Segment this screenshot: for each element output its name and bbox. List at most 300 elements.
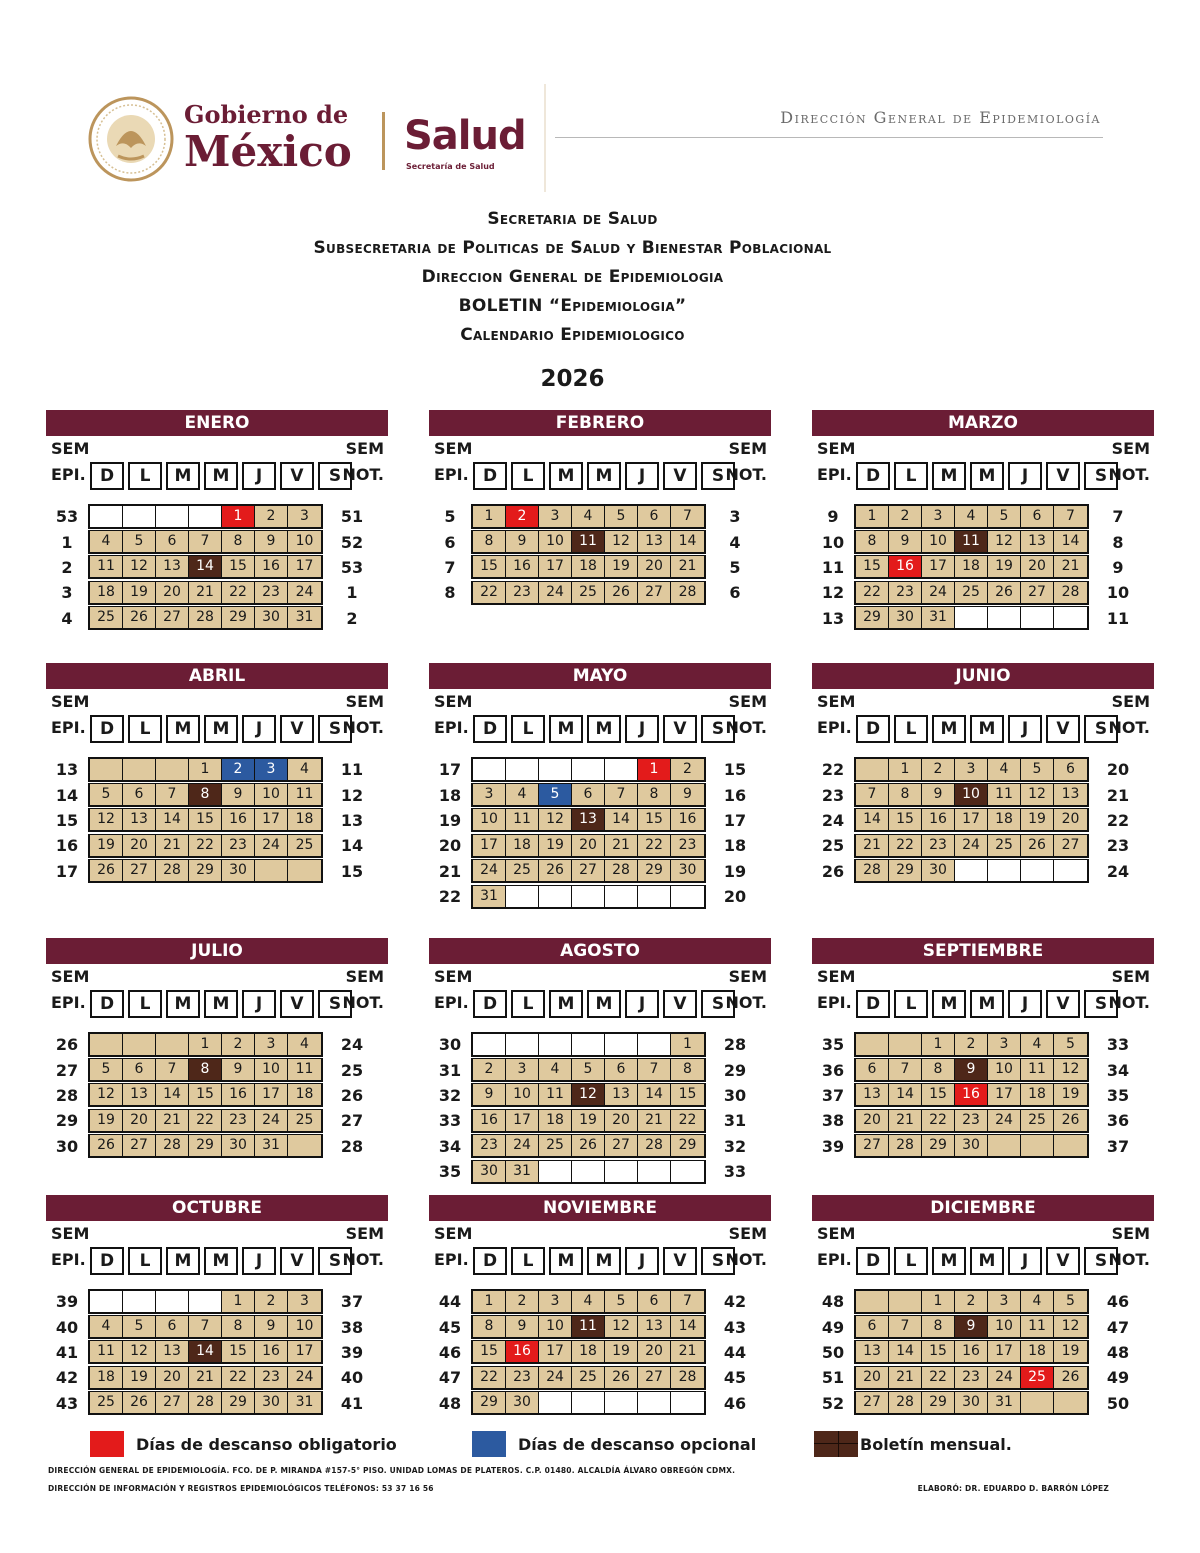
day-cell: 22	[222, 1367, 255, 1388]
day-cell: 4	[1021, 1034, 1054, 1055]
day-cell: 26	[90, 860, 123, 881]
day-cell	[572, 886, 605, 907]
day-cell: 17	[988, 1341, 1021, 1362]
day-cell: 14	[189, 556, 222, 577]
month-septiembre	[812, 938, 1154, 1159]
not-week-number: 42	[723, 1292, 747, 1312]
day-cell: 20	[1021, 556, 1054, 577]
day-cell	[288, 1135, 321, 1156]
not-week-number: 15	[340, 861, 364, 881]
epi-week-number: 24	[821, 810, 845, 830]
sem-label-left: SEM	[434, 439, 473, 458]
title-line-2: Subsecretaria de Politicas de Salud y Bienestar Poblacional	[313, 238, 832, 258]
day-cell	[1054, 1135, 1087, 1156]
day-cell: 29	[922, 1392, 955, 1413]
epi-week-number: 44	[438, 1292, 462, 1312]
day-cell: 16	[922, 809, 955, 830]
day-cell: 21	[156, 835, 189, 856]
day-cell: 1	[222, 506, 255, 527]
epi-week-number: 17	[55, 861, 79, 881]
footer-phone: DIRECCIÓN DE INFORMACIÓN Y REGISTROS EPIDEMIOLÓGICOS TELÉFONOS: 53 37 16 56	[48, 1484, 434, 1493]
day-cell: 12	[572, 1084, 605, 1105]
day-cell: 5	[123, 1316, 156, 1337]
day-cell: 24	[255, 835, 288, 856]
week-grid	[471, 1366, 706, 1390]
day-cell: 9	[922, 784, 955, 805]
epi-week-number: 14	[55, 785, 79, 805]
day-cell	[605, 759, 638, 780]
day-cell: 12	[123, 1341, 156, 1362]
weekday-j: J	[625, 1247, 659, 1275]
day-cell: 19	[605, 1341, 638, 1362]
month-weeks	[429, 1032, 771, 1184]
day-cell: 22	[922, 1110, 955, 1131]
day-cell: 5	[1021, 759, 1054, 780]
day-cell: 22	[638, 835, 671, 856]
day-cell: 7	[605, 784, 638, 805]
day-cell: 6	[1021, 506, 1054, 527]
day-cell: 26	[123, 1392, 156, 1413]
day-cell: 10	[988, 1316, 1021, 1337]
day-cell	[1054, 607, 1087, 628]
weekday-headers	[473, 462, 735, 490]
weekday-d: D	[90, 990, 124, 1018]
day-cell: 30	[506, 1392, 539, 1413]
day-cell	[671, 1392, 704, 1413]
sem-label-right: SEM	[728, 967, 767, 986]
weekday-m: M	[166, 1247, 200, 1275]
day-cell: 19	[123, 582, 156, 603]
day-cell: 6	[856, 1316, 889, 1337]
week-grid	[471, 1391, 706, 1415]
epi-week-number: 42	[55, 1368, 79, 1388]
epi-week-number: 52	[821, 1393, 845, 1413]
day-cell: 20	[1054, 809, 1087, 830]
month-weeks	[812, 757, 1154, 884]
day-cell: 19	[1054, 1084, 1087, 1105]
epi-week-number: 18	[438, 785, 462, 805]
weekday-m: M	[587, 715, 621, 743]
blue-swatch	[472, 1431, 506, 1457]
day-cell: 11	[506, 809, 539, 830]
week-grid	[471, 555, 706, 579]
weekday-l: L	[511, 715, 545, 743]
day-cell: 12	[123, 556, 156, 577]
day-cell: 1	[889, 759, 922, 780]
week-row	[812, 1032, 1154, 1057]
not-week-number: 3	[729, 507, 741, 527]
day-cell: 29	[889, 860, 922, 881]
day-cell: 4	[90, 531, 123, 552]
not-week-number: 37	[1106, 1136, 1130, 1156]
not-week-number: 17	[723, 810, 747, 830]
epi-week-number: 46	[438, 1342, 462, 1362]
day-cell: 18	[1021, 1084, 1054, 1105]
weekday-v: V	[663, 1247, 697, 1275]
week-row	[429, 1134, 771, 1159]
week-row	[46, 529, 388, 554]
weekday-l: L	[511, 990, 545, 1018]
day-cell: 16	[506, 556, 539, 577]
day-cell: 29	[638, 860, 671, 881]
not-week-number: 14	[340, 836, 364, 856]
epi-week-number: 25	[821, 836, 845, 856]
week-row	[429, 504, 771, 529]
logo-divider	[382, 112, 385, 170]
day-cell: 16	[222, 809, 255, 830]
day-cell: 27	[123, 1135, 156, 1156]
day-cell: 8	[189, 784, 222, 805]
document-titles	[0, 205, 1145, 350]
week-row	[46, 833, 388, 858]
day-cell: 1	[671, 1034, 704, 1055]
week-grid	[854, 808, 1089, 832]
epi-label: EPI.	[817, 718, 852, 737]
not-week-number: 28	[340, 1136, 364, 1156]
not-label: NOT.	[1108, 465, 1150, 484]
day-cell: 15	[922, 1084, 955, 1105]
week-grid	[854, 757, 1089, 782]
day-cell: 29	[222, 607, 255, 628]
day-cell: 7	[156, 1059, 189, 1080]
day-cell: 24	[988, 1367, 1021, 1388]
weekday-d: D	[856, 715, 890, 743]
sem-label-left: SEM	[817, 967, 856, 986]
day-cell: 4	[572, 1291, 605, 1312]
week-grid	[471, 1109, 706, 1133]
not-week-number: 18	[723, 836, 747, 856]
week-grid	[88, 530, 323, 554]
day-cell: 17	[473, 835, 506, 856]
weekday-v: V	[1046, 990, 1080, 1018]
day-cell: 25	[572, 582, 605, 603]
week-grid	[471, 504, 706, 529]
day-cell: 4	[539, 1059, 572, 1080]
day-cell: 10	[255, 1059, 288, 1080]
day-cell: 2	[671, 759, 704, 780]
epi-week-number: 2	[61, 557, 73, 577]
legend-red-label: Días de descanso obligatorio	[136, 1434, 397, 1454]
not-week-number: 25	[340, 1060, 364, 1080]
week-grid	[88, 1109, 323, 1133]
month-header	[429, 436, 771, 500]
day-cell: 5	[90, 1059, 123, 1080]
day-cell: 23	[955, 1367, 988, 1388]
epi-label: EPI.	[434, 993, 469, 1012]
day-cell: 15	[189, 1084, 222, 1105]
legend-obligatorio	[90, 1431, 397, 1457]
weekday-j: J	[1008, 990, 1042, 1018]
month-junio	[812, 663, 1154, 884]
day-cell: 26	[572, 1135, 605, 1156]
epi-week-number: 3	[61, 583, 73, 603]
day-cell: 8	[671, 1059, 704, 1080]
day-cell	[90, 759, 123, 780]
day-cell: 16	[506, 1341, 539, 1362]
week-grid	[471, 1032, 706, 1057]
day-cell: 5	[1054, 1291, 1087, 1312]
day-cell: 9	[955, 1316, 988, 1337]
sem-label-right: SEM	[1111, 967, 1150, 986]
day-cell: 2	[506, 506, 539, 527]
weekday-m: M	[204, 1247, 238, 1275]
day-cell: 28	[156, 1135, 189, 1156]
day-cell: 1	[189, 1034, 222, 1055]
sem-label-left: SEM	[434, 692, 473, 711]
week-row	[46, 1134, 388, 1159]
day-cell: 9	[506, 531, 539, 552]
day-cell: 27	[638, 582, 671, 603]
day-cell: 12	[605, 531, 638, 552]
day-cell: 20	[638, 1341, 671, 1362]
week-row	[429, 884, 771, 909]
day-cell: 21	[889, 1110, 922, 1131]
day-cell	[955, 860, 988, 881]
not-week-number: 32	[723, 1136, 747, 1156]
day-cell	[506, 759, 539, 780]
day-cell: 22	[473, 1367, 506, 1388]
month-title: SEPTIEMBRE	[812, 938, 1154, 964]
day-cell: 20	[856, 1110, 889, 1131]
weekday-headers	[856, 462, 1118, 490]
day-cell	[572, 1392, 605, 1413]
day-cell: 21	[671, 1341, 704, 1362]
day-cell: 28	[1054, 582, 1087, 603]
month-weeks	[429, 757, 771, 909]
day-cell: 4	[988, 759, 1021, 780]
day-cell: 2	[955, 1291, 988, 1312]
weekday-headers	[856, 715, 1118, 743]
weekday-m: M	[587, 462, 621, 490]
day-cell: 29	[473, 1392, 506, 1413]
not-week-number: 6	[729, 583, 741, 603]
day-cell: 22	[671, 1110, 704, 1131]
weekday-d: D	[90, 462, 124, 490]
day-cell	[856, 1034, 889, 1055]
day-cell: 27	[856, 1135, 889, 1156]
week-row	[812, 782, 1154, 807]
day-cell	[539, 1034, 572, 1055]
day-cell: 31	[255, 1135, 288, 1156]
day-cell: 1	[473, 1291, 506, 1312]
day-cell: 21	[156, 1110, 189, 1131]
day-cell: 10	[988, 1059, 1021, 1080]
month-weeks	[429, 504, 771, 606]
weekday-m: M	[932, 462, 966, 490]
not-label: NOT.	[342, 718, 384, 737]
sem-label-right: SEM	[345, 967, 384, 986]
day-cell	[539, 759, 572, 780]
day-cell: 3	[955, 759, 988, 780]
epi-label: EPI.	[434, 718, 469, 737]
day-cell: 26	[123, 607, 156, 628]
epi-week-number: 51	[821, 1368, 845, 1388]
day-cell	[605, 1034, 638, 1055]
week-row	[46, 1083, 388, 1108]
day-cell: 30	[255, 1392, 288, 1413]
day-cell: 16	[222, 1084, 255, 1105]
not-label: NOT.	[1108, 993, 1150, 1012]
day-cell: 25	[506, 860, 539, 881]
day-cell: 14	[889, 1341, 922, 1362]
month-mayo	[429, 663, 771, 909]
day-cell: 21	[189, 582, 222, 603]
sem-label-right: SEM	[345, 439, 384, 458]
weekday-headers	[90, 1247, 352, 1275]
week-grid	[854, 1315, 1089, 1339]
day-cell: 10	[288, 531, 321, 552]
day-cell: 13	[156, 1341, 189, 1362]
weekday-s: S	[701, 462, 735, 490]
day-cell: 17	[539, 1341, 572, 1362]
not-week-number: 43	[723, 1317, 747, 1337]
day-cell: 8	[473, 1316, 506, 1337]
epi-week-number: 9	[827, 507, 839, 527]
weekday-j: J	[625, 990, 659, 1018]
not-week-number: 46	[723, 1393, 747, 1413]
weekday-m: M	[204, 715, 238, 743]
month-julio	[46, 938, 388, 1159]
day-cell: 6	[1054, 759, 1087, 780]
mexico-coat-of-arms-logo	[88, 96, 174, 182]
week-grid	[471, 1340, 706, 1364]
day-cell: 23	[255, 1367, 288, 1388]
month-weeks	[429, 1289, 771, 1416]
day-cell: 9	[889, 531, 922, 552]
week-row	[429, 782, 771, 807]
week-row	[812, 1057, 1154, 1082]
weekday-d: D	[90, 715, 124, 743]
epi-week-number: 8	[444, 583, 456, 603]
day-cell: 5	[1054, 1034, 1087, 1055]
day-cell: 21	[889, 1367, 922, 1388]
day-cell: 21	[856, 835, 889, 856]
weekday-d: D	[473, 462, 507, 490]
weekday-l: L	[894, 1247, 928, 1275]
day-cell: 19	[1054, 1341, 1087, 1362]
weekday-s: S	[701, 990, 735, 1018]
day-cell: 15	[473, 556, 506, 577]
day-cell: 13	[572, 809, 605, 830]
day-cell: 7	[638, 1059, 671, 1080]
day-cell: 24	[539, 582, 572, 603]
day-cell: 5	[123, 531, 156, 552]
weekday-m: M	[549, 990, 583, 1018]
week-row	[46, 555, 388, 580]
day-cell: 20	[123, 1110, 156, 1131]
weekday-m: M	[970, 715, 1004, 743]
not-week-number: 37	[340, 1292, 364, 1312]
epi-week-number: 35	[821, 1035, 845, 1055]
day-cell: 3	[473, 784, 506, 805]
week-grid	[471, 1083, 706, 1107]
epi-week-number: 16	[55, 836, 79, 856]
weekday-v: V	[663, 990, 697, 1018]
not-week-number: 20	[723, 887, 747, 907]
not-week-number: 22	[1106, 810, 1130, 830]
not-week-number: 40	[340, 1368, 364, 1388]
day-cell: 2	[473, 1059, 506, 1080]
epi-label: EPI.	[51, 718, 86, 737]
day-cell: 25	[288, 835, 321, 856]
not-week-number: 16	[723, 785, 747, 805]
gob-line1: Gobierno de	[184, 100, 349, 129]
day-cell: 7	[189, 1316, 222, 1337]
epi-week-number: 47	[438, 1368, 462, 1388]
day-cell: 7	[156, 784, 189, 805]
not-week-number: 33	[723, 1162, 747, 1182]
day-cell: 2	[889, 506, 922, 527]
day-cell: 24	[922, 582, 955, 603]
month-header	[812, 436, 1154, 500]
day-cell: 15	[222, 1341, 255, 1362]
month-enero	[46, 410, 388, 631]
week-grid	[854, 1366, 1089, 1390]
day-cell: 22	[189, 1110, 222, 1131]
weekday-s: S	[318, 990, 352, 1018]
epi-label: EPI.	[434, 1250, 469, 1269]
week-row	[812, 1365, 1154, 1390]
title-line-1: Secretaria de Salud	[487, 209, 658, 229]
week-grid	[471, 530, 706, 554]
day-cell	[638, 1392, 671, 1413]
day-cell: 22	[473, 582, 506, 603]
week-row	[46, 1108, 388, 1133]
weekday-d: D	[856, 462, 890, 490]
day-cell: 6	[123, 1059, 156, 1080]
weekday-l: L	[894, 990, 928, 1018]
day-cell: 22	[889, 835, 922, 856]
legend-blue-label: Días de descanso opcional	[518, 1434, 757, 1454]
day-cell	[1021, 1392, 1054, 1413]
week-grid	[854, 1289, 1089, 1314]
day-cell: 2	[222, 1034, 255, 1055]
epi-label: EPI.	[51, 1250, 86, 1269]
month-febrero	[429, 410, 771, 606]
not-week-number: 13	[340, 810, 364, 830]
day-cell: 11	[288, 1059, 321, 1080]
day-cell: 20	[638, 556, 671, 577]
weekday-headers	[856, 1247, 1118, 1275]
day-cell: 8	[856, 531, 889, 552]
day-cell: 27	[1054, 835, 1087, 856]
day-cell: 18	[539, 1110, 572, 1131]
day-cell: 3	[288, 506, 321, 527]
day-cell: 14	[671, 1316, 704, 1337]
sem-label-left: SEM	[434, 1224, 473, 1243]
day-cell: 20	[856, 1367, 889, 1388]
day-cell: 20	[156, 1367, 189, 1388]
not-label: NOT.	[342, 1250, 384, 1269]
day-cell: 18	[288, 1084, 321, 1105]
weekday-m: M	[932, 990, 966, 1018]
day-cell: 26	[605, 1367, 638, 1388]
epi-week-number: 30	[438, 1035, 462, 1055]
weekday-j: J	[242, 715, 276, 743]
day-cell: 2	[222, 759, 255, 780]
week-grid	[471, 1160, 706, 1184]
week-grid	[88, 581, 323, 605]
day-cell: 7	[671, 1291, 704, 1312]
week-grid	[471, 859, 706, 883]
not-week-number: 11	[340, 760, 364, 780]
day-cell: 4	[288, 759, 321, 780]
weekday-s: S	[1084, 715, 1118, 743]
day-cell: 30	[222, 860, 255, 881]
week-row	[429, 833, 771, 858]
day-cell: 31	[473, 886, 506, 907]
week-row	[429, 1159, 771, 1184]
